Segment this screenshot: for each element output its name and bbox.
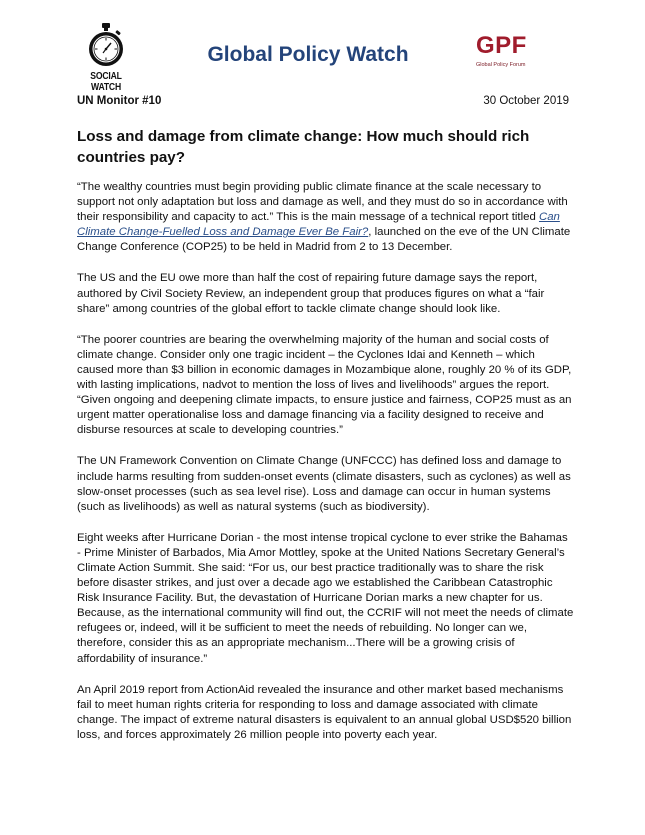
social-watch-label: SOCIAL WATCH: [90, 71, 122, 93]
paragraph-4: The UN Framework Convention on Climate Change (UNFCCC) has defined loss and damage to include harms resulting from sudden-onset events (climate disasters, such as cyclones) as well as slow-onset processes (such as sea level rise). Loss and damage can occur in human systems (such as livelihoods) as well as natural systems (such as biodiversity).: [77, 455, 571, 513]
paragraph-6: An April 2019 report from ActionAid revealed the insurance and other market based mechanisms fail to meet human rights criteria for responding to loss and damage associated with climate change. The impact of extreme natural disasters is equivalent to an annual global USD$520 billion loss, and forces approximately 26 million people into poverty each year.: [77, 683, 572, 741]
social-watch-logo: [74, 22, 138, 93]
issue-label: UN Monitor #10: [77, 95, 162, 107]
gpf-logo-mark: GPF: [476, 32, 527, 59]
paragraph-5: Eight weeks after Hurricane Dorian - the most intense tropical cyclone to ever strike the Bahamas - Prime Minister of Barbados, Mia Amor Mottley, spoke at the United Nations Secretary General’s Climate Action Summit. She said: “For us, our best practice traditionally was to share the risk before disaster strikes, and just over a decade ago we established the Caribbean Catastrophic Risk Insurance Facility. But, the devastation of Hurricane Dorian marks a new chapter for us. Because, as the international community will find out, the CCRIF will not meet the needs of climate refugees or, indeed, will it be sufficient to meet the needs of rebuilding. No longer can we, therefore, consider this as an appropriate mechanism...There will be a growing crisis of affordability of insurance.”: [77, 531, 574, 665]
report-title-link[interactable]: Can Climate Change-Fuelled Loss and Damage Ever Be Fair?: [77, 211, 560, 239]
gpf-logo: [468, 32, 564, 78]
publication-title: Global Policy Watch: [207, 43, 409, 66]
article-headline: Loss and damage from climate change: How much should rich countries pay?: [77, 128, 530, 166]
paragraph-1: [77, 180, 574, 255]
paragraph-2: The US and the EU owe more than half the cost of repairing future damage says the report, authored by Civil Society Review, an independent group that produces figures on what a “fair share” among countries of the global effort to tackle climate change should look like.: [77, 272, 545, 315]
article-body: [77, 180, 574, 759]
paragraph-3: “The poorer countries are bearing the overwhelming majority of the human and social costs of climate change. Consider only one tragic incident – the Cyclones Idai and Kenneth – which caused more than $3 billion in economic damages in Mozambique alone, roughly 20 % of its GDP, with lasting implications, nadvot to mention the loss of lives and livelihoods” argues the report. “Given ongoing and deepening climate impacts, to ensure justice and fairness, COP25 must as an urgent matter operationalise loss and damage financing via a facility designed to receive and disburse resources at scale to developing countries.”: [77, 333, 572, 437]
paragraph-1-text-after: , launched on the eve of the UN Climate Change Conference (COP25) to be held in Madrid from 2 to 13 December.: [77, 226, 571, 254]
issue-date: 30 October 2019: [483, 95, 569, 107]
stopwatch-icon: [86, 22, 126, 68]
gpf-logo-subtitle: Global Policy Forum: [476, 62, 526, 68]
paragraph-1-text-before: “The wealthy countries must begin providing public climate finance at the scale necessary to support not only adaptation but loss and damage as well, and they must do so in accordance with their responsibility and capacity to act.” This is the main message of a technical report titled: [77, 181, 568, 224]
